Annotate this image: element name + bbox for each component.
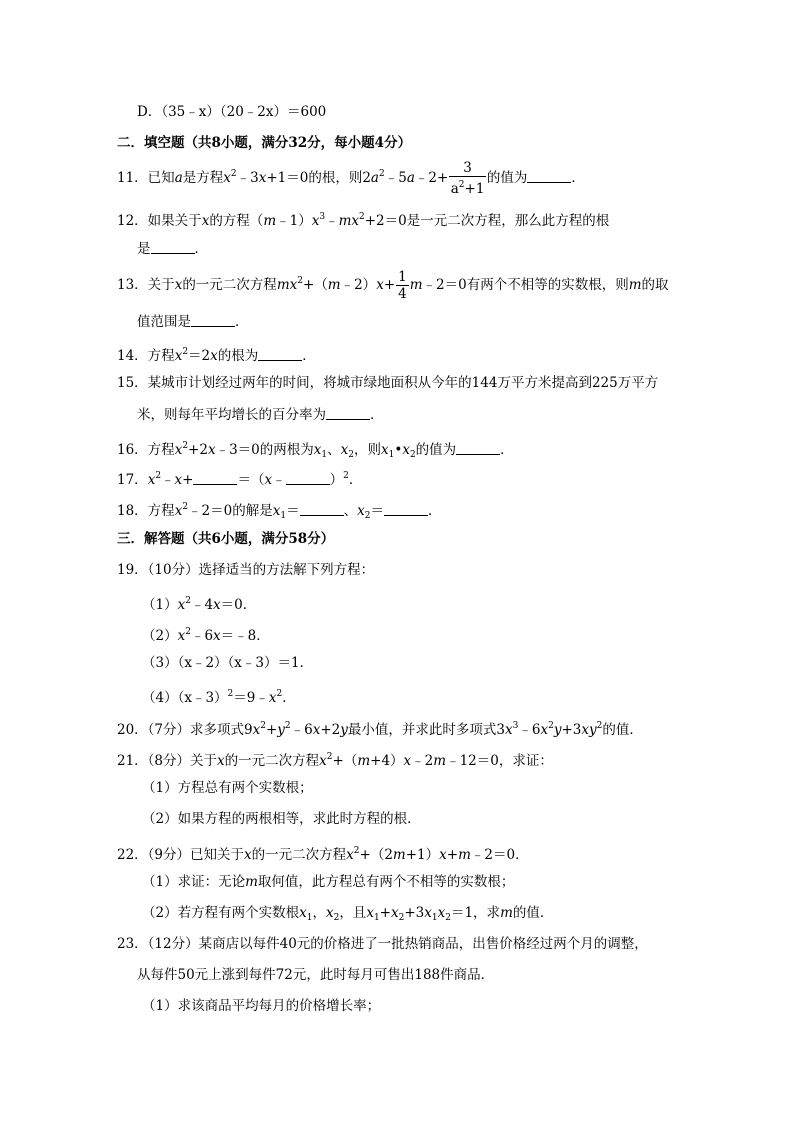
fraction-q13: $\frac{1}{4}$ (398, 269, 407, 302)
question-19-part1: $(1)x^2﹣4x=0$． (142, 596, 257, 613)
answer-blank[interactable] (286, 472, 330, 485)
option-d: D．（35﹣x）（20﹣2x）＝600 (137, 104, 327, 120)
question-23: 23．（12分）某商店以每件40元的价格进了一批热销商品，出售价格经过两个月的调整， (117, 936, 648, 952)
section-3-heading: 三．解答题（共6小题，满分58分） (117, 531, 335, 547)
question-16: 16．方程$x^2+2x﹣3=0$的两根为$x_1$、$x_2$，则$x_1•x_2$的值为 ． (117, 441, 514, 460)
question-15-line2: 米，则每年平均增长的百分率为 ． (137, 407, 384, 423)
question-20: 20．（7分）求多项式$9x^2+y^2﹣6x+2y$最小值，并求此时多项式$3x^3﹣6x^2y+3xy^2$的值． (117, 721, 643, 738)
question-15: 15．某城市计划经过两年的时间，将城市绿地面积从今年的144万平方米提高到225万平方 (117, 375, 659, 391)
question-21: 21．（8分）关于x的一元二次方程$x^2+(m+4)x﹣2m﹣12=0$，求证： (117, 752, 553, 769)
answer-blank[interactable] (191, 314, 235, 327)
question-21-part1: （1）方程总有两个实数根； (142, 780, 313, 796)
question-21-part2: （2）如果方程的两根相等，求此时方程的根． (142, 811, 421, 827)
question-17: 17．$x^2﹣x+$ ＝（x﹣ ）$^2$． (117, 471, 363, 488)
question-13: 13．关于x的一元二次方程$mx^2+(m﹣2)x+$ $\frac{1}{4}$ m﹣2＝0有两个不相等的实数根，则m的取 (117, 269, 669, 302)
question-22-part1: （1）求证：无论m取何值，此方程总有两个不相等的实数根； (142, 874, 515, 890)
question-14: 14．方程$x^2=2x$的根为 ． (117, 347, 316, 364)
question-23-line2: 从每件50元上涨到每件72元，此时每月可售出188件商品． (137, 967, 495, 983)
question-22: 22．（9分）已知关于x的一元二次方程$x^2+(2m+1)x+m﹣2=0$． (117, 846, 529, 863)
answer-blank[interactable] (456, 442, 500, 455)
question-23-part1: （1）求该商品平均每月的价格增长率； (142, 998, 381, 1014)
question-18: 18．方程$x^2﹣2=0$的解是$x_1=$ 、$x_2=$ ． (117, 502, 442, 521)
answer-blank[interactable] (193, 472, 237, 485)
question-13-line2: 值范围是 ． (137, 314, 249, 330)
question-19-part2: $(2)x^2﹣6x=﹣8$． (142, 627, 270, 644)
question-19: 19．（10分）选择适当的方法解下列方程： (117, 562, 375, 578)
answer-blank[interactable] (384, 503, 428, 516)
question-12-line2: 是 ． (137, 241, 208, 257)
answer-blank[interactable] (326, 407, 370, 420)
answer-blank[interactable] (258, 348, 302, 361)
question-12: 12．如果关于x的方程$(m﹣1)x^3﹣mx^2+2=0$是一元二次方程，那么此方程的根 (117, 212, 610, 229)
answer-blank[interactable] (300, 503, 344, 516)
question-19-part3: （3）（x﹣2）（x﹣3）＝1． (142, 655, 314, 671)
question-19-part4: $(4)(x﹣3)^2=9﹣x^2$． (142, 689, 296, 706)
answer-blank[interactable] (527, 170, 571, 183)
question-22-part2: （2）若方程有两个实数根$x_1$，$x_2$，且$x_1+x_2+3x_1x_2=1$，求m的值． (142, 905, 554, 923)
question-11: 11．已知a是方程$x^2﹣3x+1=0$的根，则$2a^2﹣5a﹣2+$ $\frac{3}{a^2+1}$ 的值为 ． (117, 160, 585, 197)
section-2-heading: 二．填空题（共8小题，满分32分，每小题4分） (117, 135, 412, 151)
fraction-q11: $\frac{3}{a^2+1}$ (450, 160, 485, 197)
answer-blank[interactable] (151, 241, 195, 254)
